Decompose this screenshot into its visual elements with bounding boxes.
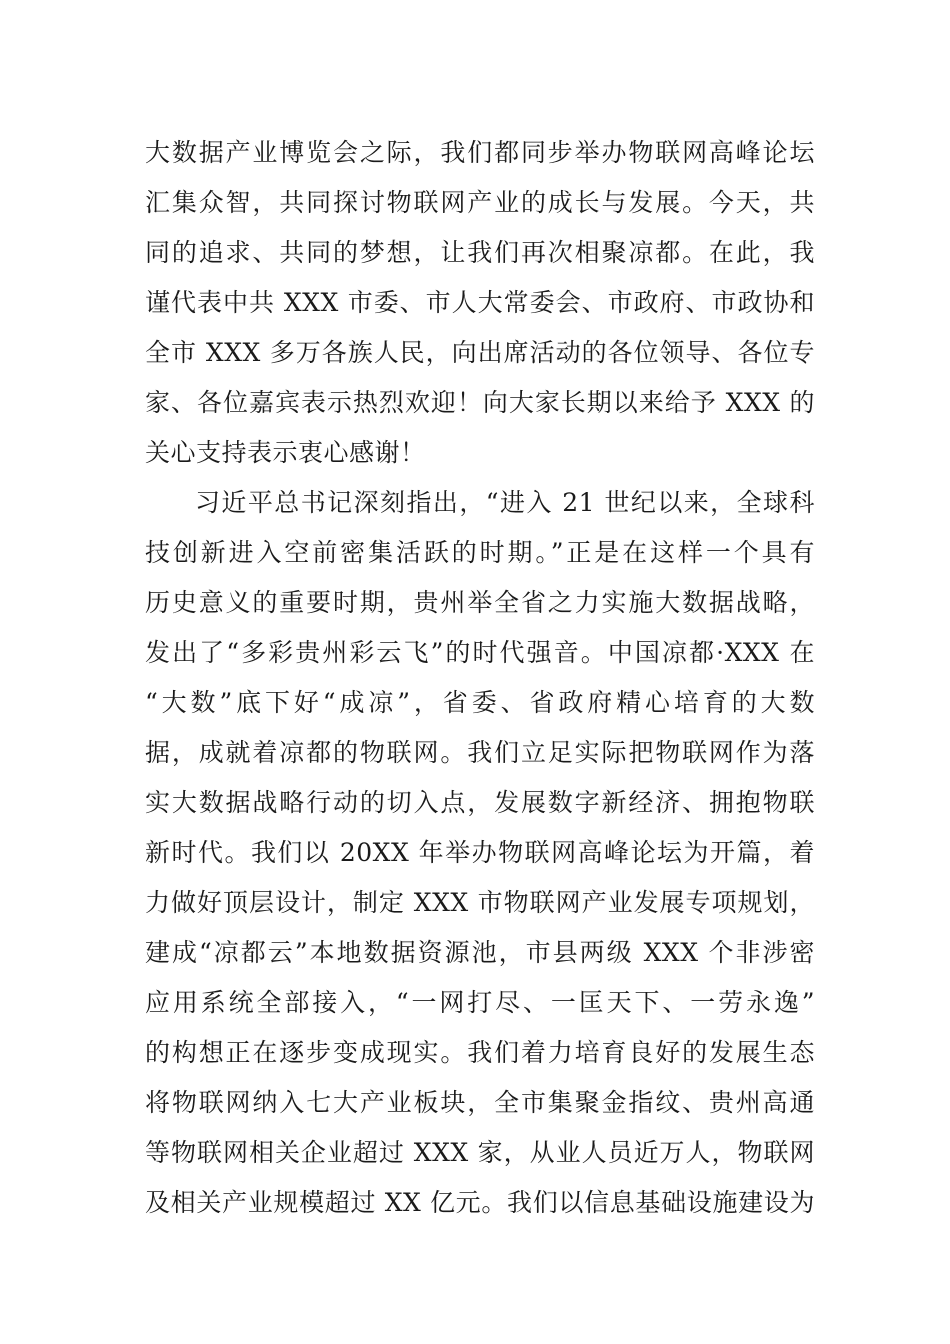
text-line: 及相关产业规模超过 XX 亿元。我们以信息基础设施建设为 <box>145 1188 815 1217</box>
text-line: 家、各位嘉宾表示热烈欢迎！向大家长期以来给予 XXX 的 <box>145 388 815 417</box>
text-line: 发出了“多彩贵州彩云飞”的时代强音。中国凉都·XXX 在 <box>145 638 815 667</box>
text-line: 谨代表中共 XXX 市委、市人大常委会、市政府、市政协和 <box>145 288 815 317</box>
text-line: 建成“凉都云”本地数据资源池，市县两级 XXX 个非涉密 <box>145 938 815 967</box>
paragraph-1 <box>145 128 815 478</box>
text-line: 等物联网相关企业超过 XXX 家，从业人员近万人，物联网 <box>145 1138 815 1167</box>
text-line: 历史意义的重要时期，贵州举全省之力实施大数据战略， <box>145 588 815 617</box>
text-line: 力做好顶层设计，制定 XXX 市物联网产业发展专项规划， <box>145 888 815 917</box>
text-line: 据，成就着凉都的物联网。我们立足实际把物联网作为落 <box>145 738 815 767</box>
text-line: 将物联网纳入七大产业板块，全市集聚金指纹、贵州高通 <box>145 1088 815 1117</box>
text-line: “大数”底下好“成凉”，省委、省政府精心培育的大数 <box>145 688 815 717</box>
text-line: 技创新进入空前密集活跃的时期。”正是在这样一个具有 <box>145 538 815 567</box>
text-line: 的构想正在逐步变成现实。我们着力培育良好的发展生态 <box>145 1038 815 1067</box>
text-line: 新时代。我们以 20XX 年举办物联网高峰论坛为开篇，着 <box>145 838 815 867</box>
text-line: 实大数据战略行动的切入点，发展数字新经济、拥抱物联 <box>145 788 815 817</box>
text-line: 全市 XXX 多万各族人民，向出席活动的各位领导、各位专 <box>145 338 815 367</box>
text-line: 汇集众智，共同探讨物联网产业的成长与发展。今天，共 <box>145 188 815 217</box>
text-line: 应用系统全部接入，“一网打尽、一匡天下、一劳永逸” <box>145 988 815 1017</box>
text-line: 习近平总书记深刻指出，“进入 21 世纪以来，全球科 <box>195 488 815 517</box>
text-line: 同的追求、共同的梦想，让我们再次相聚凉都。在此，我 <box>145 238 815 267</box>
text-line: 大数据产业博览会之际，我们都同步举办物联网高峰论坛 <box>145 138 815 167</box>
body-text <box>145 128 815 1228</box>
paragraph-2 <box>145 478 815 1228</box>
text-line: 关心支持表示衷心感谢！ <box>145 438 426 467</box>
